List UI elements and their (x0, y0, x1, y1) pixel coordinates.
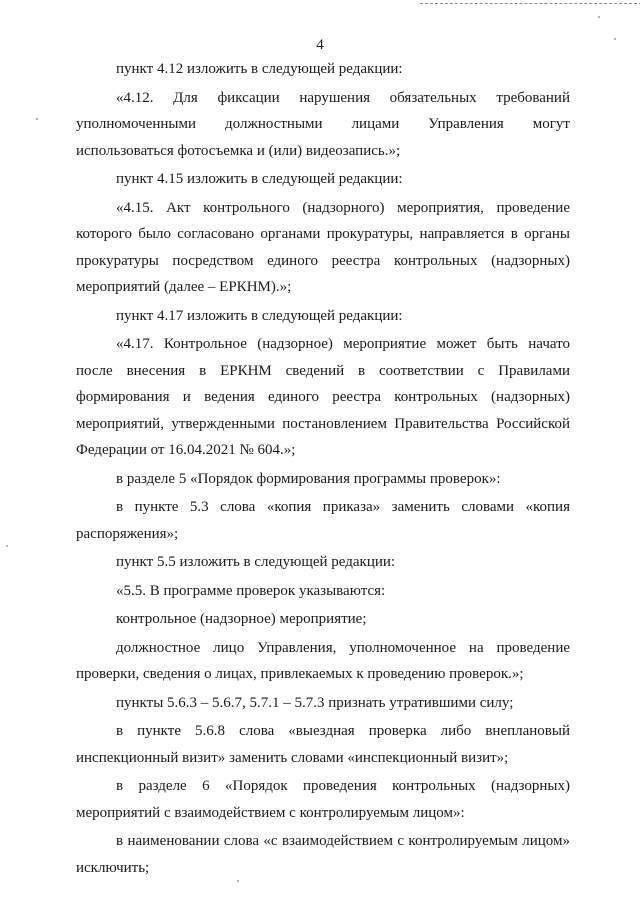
document-body (76, 56, 570, 881)
paragraph: пункт 4.12 изложить в следующей редакции: (116, 61, 403, 77)
paragraph: в пункте 5.3 слова «копия приказа» заменить словами «копия распоряжения»; (76, 499, 570, 542)
scan-speck (36, 118, 38, 120)
paragraph: должностное лицо Управления, уполномоченное на проведение проверки, сведения о лицах, привлекаемых к проведению проверок.»; (76, 639, 570, 682)
scan-speck (6, 545, 8, 547)
scan-speck (598, 16, 600, 18)
paragraph: пункты 5.6.3 – 5.6.7, 5.7.1 – 5.7.3 признать утратившими силу; (116, 694, 514, 711)
paragraph: пункт 5.5 изложить в следующей редакции: (116, 554, 396, 570)
page-number: 4 (316, 37, 324, 53)
paragraph: в наименовании слова «с взаимодействием с контролируемым лицом» исключить; (76, 833, 570, 876)
scan-edge-line (420, 3, 640, 4)
paragraph: «4.17. Контрольное (надзорное) мероприятие может быть начато после внесения в ЕРКНМ сведений в соответствии с Правилами формирования и ведения единого реестра контрольных (надзорных) мероприятий, утвержденными постановлением Правительства Российской Федерации от 16.04.2021 № 604.»; (76, 336, 570, 458)
paragraph: контрольное (надзорное) мероприятие; (116, 611, 367, 627)
paragraph: в пункте 5.6.8 слова «выездная проверка либо внеплановый инспекционный визит» заменить словами «инспекционный визит»; (76, 723, 570, 766)
paragraph: пункт 4.15 изложить в следующей редакции: (116, 171, 403, 187)
paragraph: «4.15. Акт контрольного (надзорного) мероприятия, проведение которого было согласовано органами прокуратуры, направляется в органы прокуратуры посредством единого реестра контрольных (надзорных) мероприятий (далее – ЕРКНМ).»; (76, 199, 570, 295)
paragraph: в разделе 6 «Порядок проведения контрольных (надзорных) мероприятий с взаимодействием с контролируемым лицом»: (76, 778, 570, 821)
paragraph: «5.5. В программе проверок указываются: (116, 582, 386, 599)
paragraph: «4.12. Для фиксации нарушения обязательных требований уполномоченными должностными лицами Управления могут использоваться фотосъемка и (или) видеозапись.»; (76, 89, 570, 159)
paragraph: в разделе 5 «Порядок формирования программы проверок»: (116, 470, 501, 487)
paragraph: пункт 4.17 изложить в следующей редакции: (116, 307, 403, 324)
